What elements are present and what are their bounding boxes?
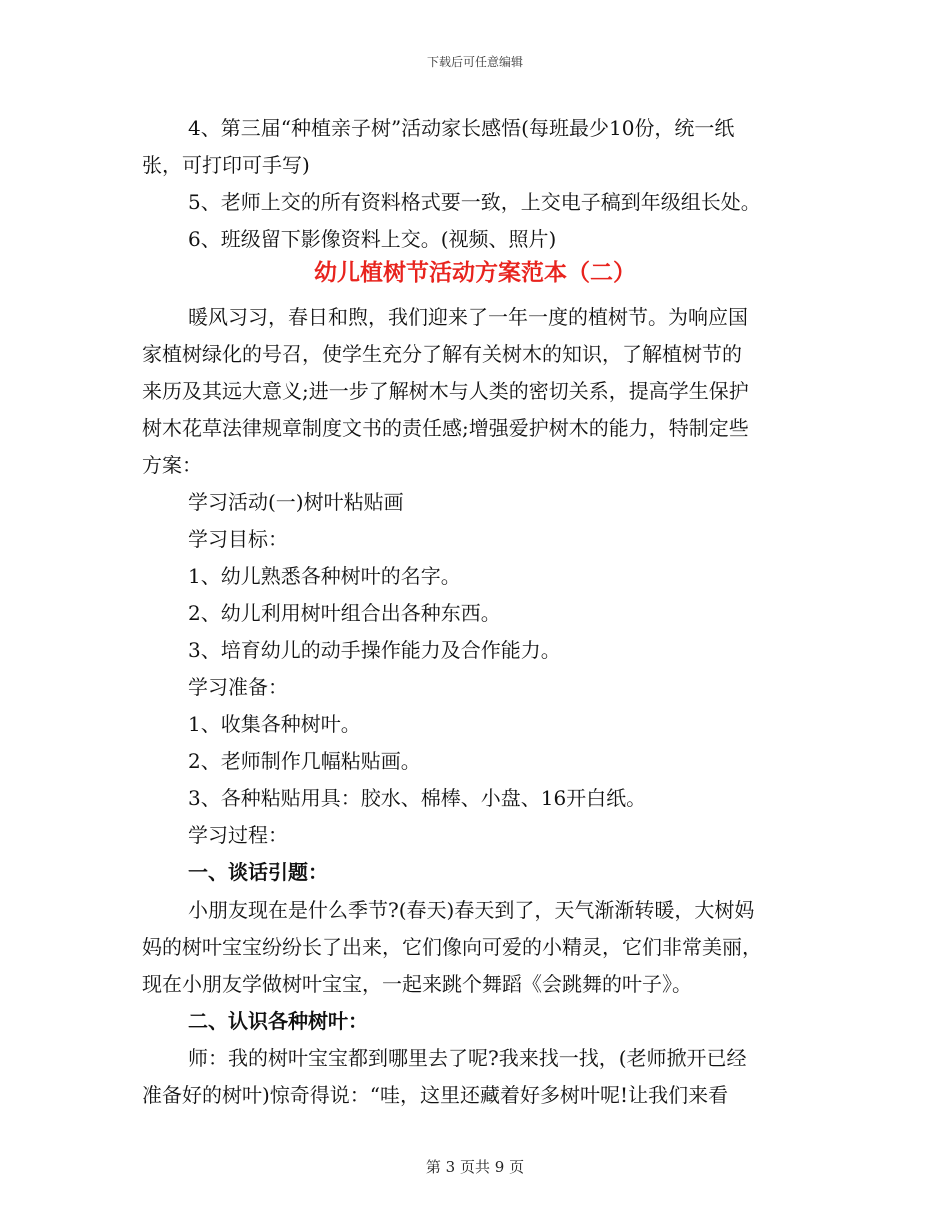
paragraph-line: 来历及其远大意义;进一步了解树木与人类的密切关系，提高学生保护 [142,379,749,403]
paragraph-line: 学习过程： [188,823,288,847]
list-item: 2、老师制作几幅粘贴画。 [188,749,421,773]
paragraph-line: 学习活动(一)树叶粘贴画 [188,490,404,514]
paragraph-line: 家植树绿化的号召，使学生充分了解有关树木的知识，了解植树节的 [142,342,742,366]
section-title: 幼儿植树节活动方案范本（二） [314,259,636,286]
list-item: 3、培育幼儿的动手操作能力及合作能力。 [188,638,561,662]
page-header: 下载后可任意编辑 [426,55,523,69]
page-footer: 第 3 页共 9 页 [425,1158,525,1176]
paragraph-line: 4、第三届“种植亲子树”活动家长感悟(每班最少10份，统一纸 [188,116,735,140]
paragraph-line: 小朋友现在是什么季节?(春天)春天到了，天气渐渐转暖，大树妈 [188,898,755,922]
paragraph-line: 学习准备： [188,675,288,699]
paragraph-line: 学习目标： [188,527,288,551]
list-item: 1、幼儿熟悉各种树叶的名字。 [188,564,461,588]
paragraph-line: 妈的树叶宝宝纷纷长了出来，它们像向可爱的小精灵，它们非常美丽， [142,935,762,959]
list-item: 3、各种粘贴用具：胶水、棉棒、小盘、16开白纸。 [188,786,647,810]
paragraph-line: 6、班级留下影像资料上交。(视频、照片) [188,227,557,251]
paragraph-line: 现在小朋友学做树叶宝宝，一起来跳个舞蹈《会跳舞的叶子》。 [142,972,692,996]
paragraph-line: 暖风习习，春日和煦，我们迎来了一年一度的植树节。为响应国 [188,305,748,329]
list-item: 1、收集各种树叶。 [188,712,361,736]
paragraph-line: 5、老师上交的所有资料格式要一致，上交电子稿到年级组长处。 [188,190,761,214]
list-item: 2、幼儿利用树叶组合出各种东西。 [188,601,501,625]
paragraph-line: 树木花草法律规章制度文书的责任感;增强爱护树木的能力，特制定些 [142,416,749,440]
paragraph-line: 方案： [142,453,202,477]
subheading: 一、谈话引题： [188,860,328,884]
subheading: 二、认识各种树叶： [188,1009,368,1033]
paragraph-line: 张，可打印可手写) [142,153,310,177]
paragraph-line: 准备好的树叶)惊奇得说：“哇，这里还藏着好多树叶呢!让我们来看 [142,1083,729,1107]
paragraph-line: 师：我的树叶宝宝都到哪里去了呢?我来找一找，(老师掀开已经 [188,1046,747,1070]
